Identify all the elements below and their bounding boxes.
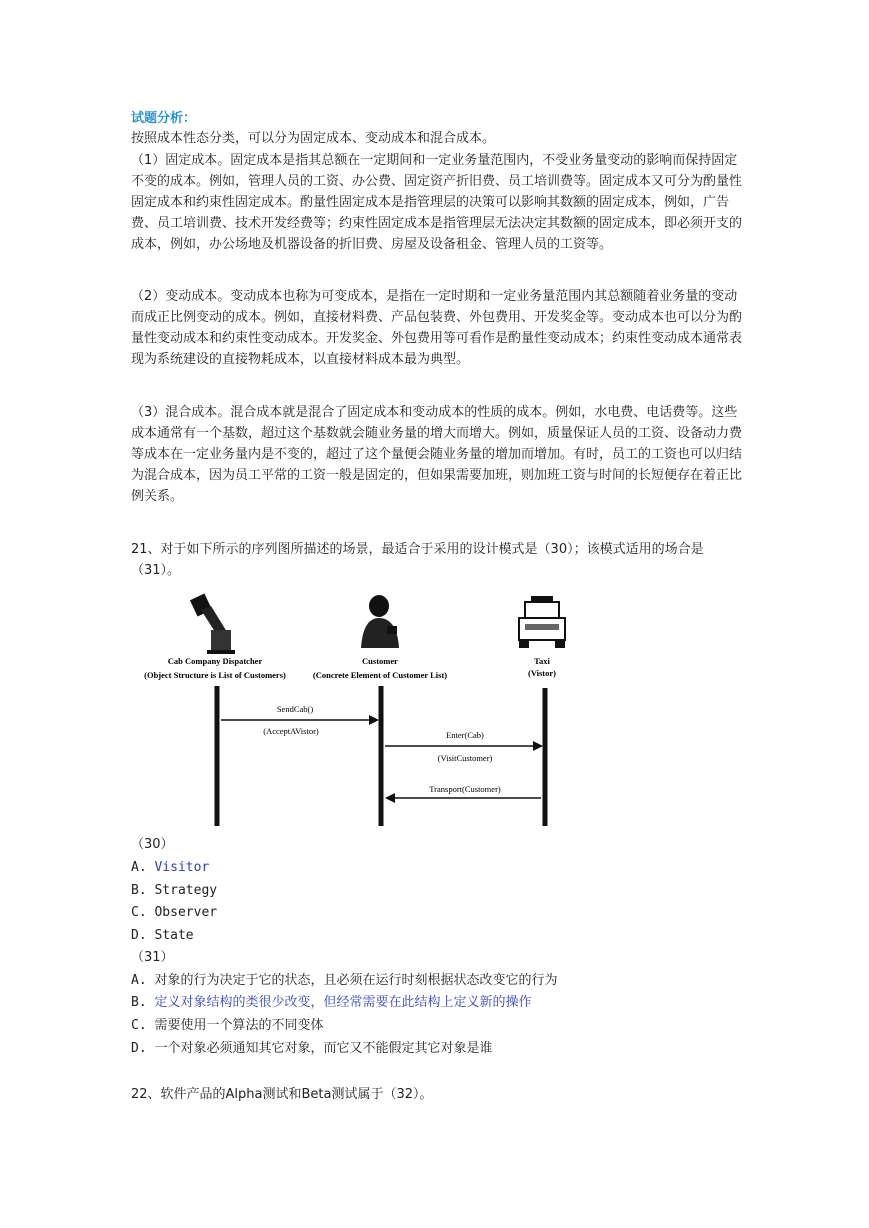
- question-22-text: 22、软件产品的Alpha测试和Beta测试属于（32）。: [131, 1087, 433, 1102]
- dispatcher-icon: [190, 593, 235, 654]
- option-letter: C.: [131, 905, 155, 920]
- option-letter: B.: [131, 995, 155, 1010]
- option-text: 定义对象结构的类很少改变，但经常需要在此结构上定义新的操作: [154, 995, 532, 1010]
- actor-role-dispatcher: (Object Structure is List of Customers): [144, 670, 286, 680]
- blank-31-label: （31）: [131, 950, 174, 965]
- option-30-b[interactable]: [131, 880, 217, 901]
- blank-30-label: （30）: [131, 837, 174, 852]
- message-send-cab: SendCab(): [276, 704, 314, 714]
- actor-role-taxi: (Vistor): [527, 668, 557, 678]
- fixed-cost-paragraph: （1）固定成本。固定成本是指其总额在一定期间和一定业务量范围内，不受业务量变动的影响而保持固定不变的成本。例如，管理人员的工资、办公费、固定资产折旧费、员工培训费等。固定成本又可分为酌量性固定成本和约束性固定成本。酌量性固定成本是指管理层的决策可以影响其数额的固定成本，例如，广告费、员工培训费、技术开发经费等；约束性固定成本是指管理层无法决定其数额的固定成本，即必须开支的成本，例如，办公场地及机器设备的折旧费、房屋及设备租金、管理人员的工资等。: [131, 153, 743, 252]
- actor-name-taxi: Taxi: [534, 656, 550, 666]
- customer-icon: [361, 595, 399, 648]
- actor-name-customer: Customer: [362, 656, 398, 666]
- analysis-intro: 按照成本性态分类，可以分为固定成本、变动成本和混合成本。: [131, 131, 496, 146]
- option-31-a[interactable]: [131, 970, 558, 991]
- option-letter: D.: [131, 1041, 155, 1056]
- analysis-heading: 试题分析：: [131, 111, 197, 126]
- option-letter: A.: [131, 860, 155, 875]
- message-transport-customer: Transport(Customer): [429, 784, 501, 794]
- option-letter: A.: [131, 973, 155, 988]
- option-30-d[interactable]: [131, 925, 194, 946]
- option-30-c[interactable]: [131, 902, 217, 923]
- option-text: State: [154, 928, 194, 943]
- option-31-c[interactable]: [131, 1015, 324, 1036]
- sequence-diagram: [131, 590, 611, 830]
- option-text: 对象的行为决定于它的状态，且必须在运行时刻根据状态改变它的行为: [154, 973, 558, 988]
- option-text: 一个对象必须通知其它对象，而它又不能假定其它对象是谁: [154, 1041, 493, 1056]
- option-text: Observer: [154, 905, 218, 920]
- message-enter-cab: Enter(Cab): [446, 730, 484, 740]
- question-21-text: 21、对于如下所示的序列图所描述的场景，最适合于采用的设计模式是（30）；该模式适用的场合是（31）。: [131, 542, 704, 578]
- option-letter: C.: [131, 1018, 155, 1033]
- option-letter: D.: [131, 928, 155, 943]
- option-text: Visitor: [154, 860, 210, 875]
- option-letter: B.: [131, 883, 155, 898]
- reply-accept-visitor: (AcceptAVistor): [263, 726, 319, 736]
- option-text: Strategy: [154, 883, 218, 898]
- reply-visit-customer: (VisitCustomer): [437, 753, 493, 763]
- taxi-icon: [519, 596, 565, 648]
- actor-role-customer: (Concrete Element of Customer List): [312, 670, 448, 680]
- option-31-b[interactable]: [131, 992, 532, 1013]
- option-31-d[interactable]: [131, 1038, 493, 1059]
- actor-name-dispatcher: Cab Company Dispatcher: [167, 656, 263, 666]
- variable-cost-paragraph: （2）变动成本。变动成本也称为可变成本，是指在一定时期和一定业务量范围内其总额随着业务量的变动而成正比例变动的成本。例如，直接材料费、产品包装费、外包费用、开发奖金等。变动成本也可以分为酌量性变动成本和约束性变动成本。开发奖金、外包费用等可看作是酌量性变动成本；约束性变动成本通常表现为系统建设的直接物耗成本，以直接材料成本最为典型。: [131, 289, 743, 367]
- option-30-a[interactable]: [131, 857, 209, 878]
- option-text: 需要使用一个算法的不同变体: [154, 1018, 324, 1033]
- mixed-cost-paragraph: （3）混合成本。混合成本就是混合了固定成本和变动成本的性质的成本。例如，水电费、电话费等。这些成本通常有一个基数，超过这个基数就会随业务量的增大而增大。例如，质量保证人员的工资、设备动力费等成本在一定业务量内是不变的，超过了这个量便会随业务量的增加而增加。有时，员工的工资也可以归结为混合成本，因为员工平常的工资一般是固定的，但如果需要加班，则加班工资与时间的长短便存在着正比例关系。: [131, 405, 743, 504]
